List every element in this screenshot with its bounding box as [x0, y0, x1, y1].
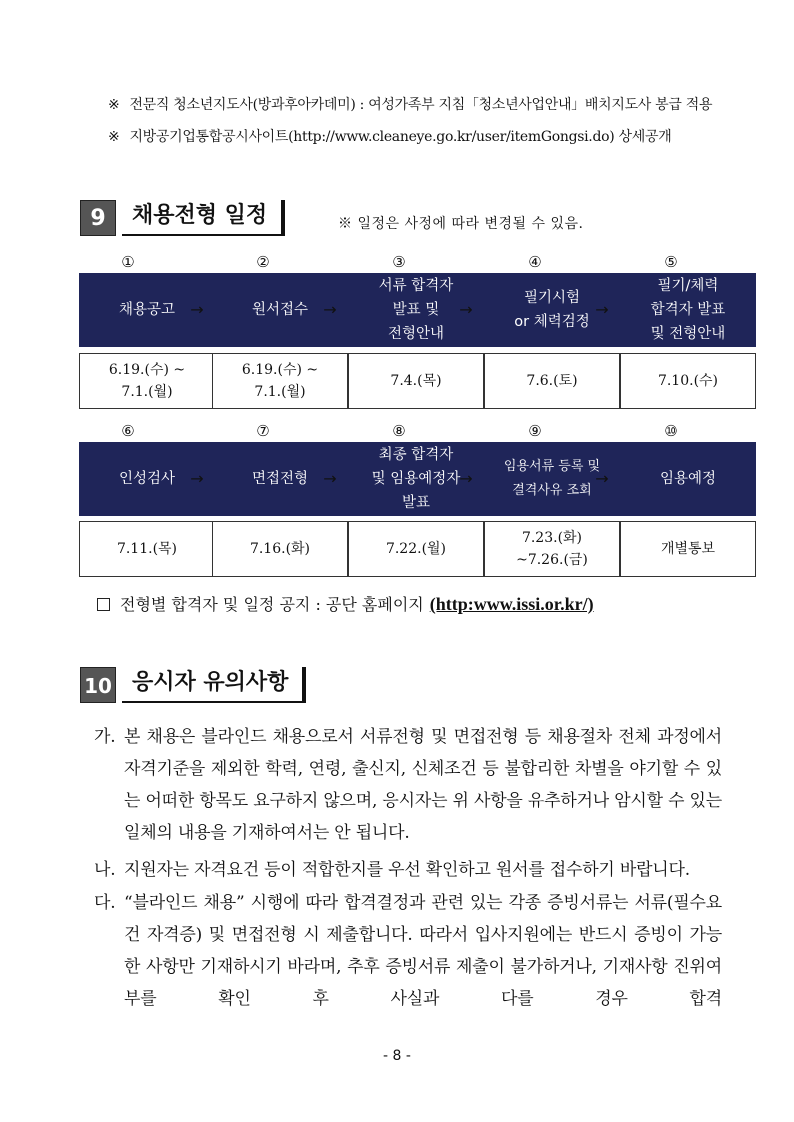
reference-mark: ※: [108, 129, 120, 145]
item-text: 본 채용은 블라인드 채용으로서 서류전형 및 면접전형 등 채용절차 전체 과정에서 자격기준을 제외한 학력, 연령, 출신지, 신체조건 등 불합리한 차별을 야기할 수 있는 어떠한 항목도 요구하지 않으며, 응시자는 위 사항을 유추하거나 암시할 수 있는 일체의 내용을 기재하여서는 안 됩니다.: [124, 727, 722, 843]
arrow-icon: →: [459, 300, 473, 319]
step-number: ⑤: [664, 253, 678, 271]
item-label: 다.: [94, 893, 116, 913]
step-number: ⑦: [256, 422, 270, 440]
step-date: 6.19.(수) ~ 7.1.(월): [79, 353, 215, 409]
homepage-link[interactable]: (http:www.issi.or.kr/): [429, 594, 594, 614]
step-number: ②: [256, 253, 270, 271]
checkbox-square-icon: [97, 598, 110, 611]
step-number: ①: [121, 253, 135, 271]
item-label: 가.: [94, 727, 116, 747]
item-text: 지원자는 자격요건 등이 적합한지를 우선 확인하고 원서를 접수하기 바랍니다.: [124, 860, 690, 880]
note-text: 전문직 청소년지도사(방과후아카데미) : 여성가족부 지침「청소년사업안내」배치지도사 봉급 적용: [129, 97, 713, 113]
step-date: 7.11.(목): [79, 521, 215, 577]
section-number: 9: [80, 200, 116, 236]
step-date: 7.22.(월): [348, 521, 484, 577]
section-title: 응시자 유의사항: [122, 667, 306, 703]
page-number: - 8 -: [383, 1048, 411, 1064]
step-date: 7.6.(토): [484, 353, 620, 409]
step-number: ④: [528, 253, 542, 271]
step-number: ⑧: [392, 422, 406, 440]
notice-item: [94, 721, 722, 849]
step-box: 필기시험 or 체력검정: [484, 273, 620, 347]
step-box: 채용공고: [79, 273, 215, 347]
schedule-note: ※ 일정은 사정에 따라 변경될 수 있음.: [338, 216, 584, 232]
step-number: ③: [392, 253, 406, 271]
step-date: 개별통보: [620, 521, 756, 577]
step-number: ⑥: [121, 422, 135, 440]
step-box: 면접전형: [212, 442, 348, 516]
step-date: 7.23.(화) ~7.26.(금): [484, 521, 620, 577]
arrow-icon: →: [323, 300, 337, 319]
step-date: 7.10.(수): [620, 353, 756, 409]
arrow-icon: →: [595, 300, 609, 319]
step-number: ⑩: [664, 422, 678, 440]
note-line-2: [108, 126, 671, 146]
step-date: 6.19.(수) ~ 7.1.(월): [212, 353, 348, 409]
section-number: 10: [80, 667, 116, 703]
arrow-icon: →: [190, 300, 204, 319]
step-box: 최종 합격자 및 임용예정자 발표: [348, 442, 484, 516]
arrow-icon: →: [595, 469, 609, 488]
step-box: 인성검사: [79, 442, 215, 516]
announcement-text: 전형별 합격자 및 일정 공지 : 공단 홈페이지: [120, 595, 424, 614]
step-box: 임용서류 등록 및 결격사유 조회: [484, 442, 620, 516]
arrow-icon: →: [190, 469, 204, 488]
item-text: “블라인드 채용” 시행에 따라 합격결정과 관련 있는 각종 증빙서류는 서류(필수요건 자격증) 및 면접전형 시 제출합니다. 따라서 입사지원에는 반드시 증빙이 가능한 사항만 기재하시기 바라며, 추후 증빙서류 제출이 불가하거나, 기재사항 진위여부를 확인 후 사실과 다를 경우 합격: [124, 893, 722, 1009]
arrow-icon: →: [459, 469, 473, 488]
arrow-icon: →: [323, 469, 337, 488]
step-box: 필기/체력 합격자 발표 및 전형안내: [620, 273, 756, 347]
notice-item: [94, 854, 722, 886]
item-label: 나.: [94, 860, 116, 880]
section-title: 채용전형 일정: [122, 200, 285, 236]
reference-mark: ※: [108, 97, 120, 113]
step-box: 임용예정: [620, 442, 756, 516]
step-number: ⑨: [528, 422, 542, 440]
announcement-line: [97, 592, 594, 615]
step-box: 원서접수: [212, 273, 348, 347]
step-date: 7.16.(화): [212, 521, 348, 577]
step-date: 7.4.(목): [348, 353, 484, 409]
notice-item: [94, 887, 722, 1015]
step-box: 서류 합격자 발표 및 전형안내: [348, 273, 484, 347]
note-text: 지방공기업통합공시사이트(http://www.cleaneye.go.kr/user/itemGongsi.do) 상세공개: [129, 129, 672, 145]
note-line-1: [108, 94, 712, 114]
